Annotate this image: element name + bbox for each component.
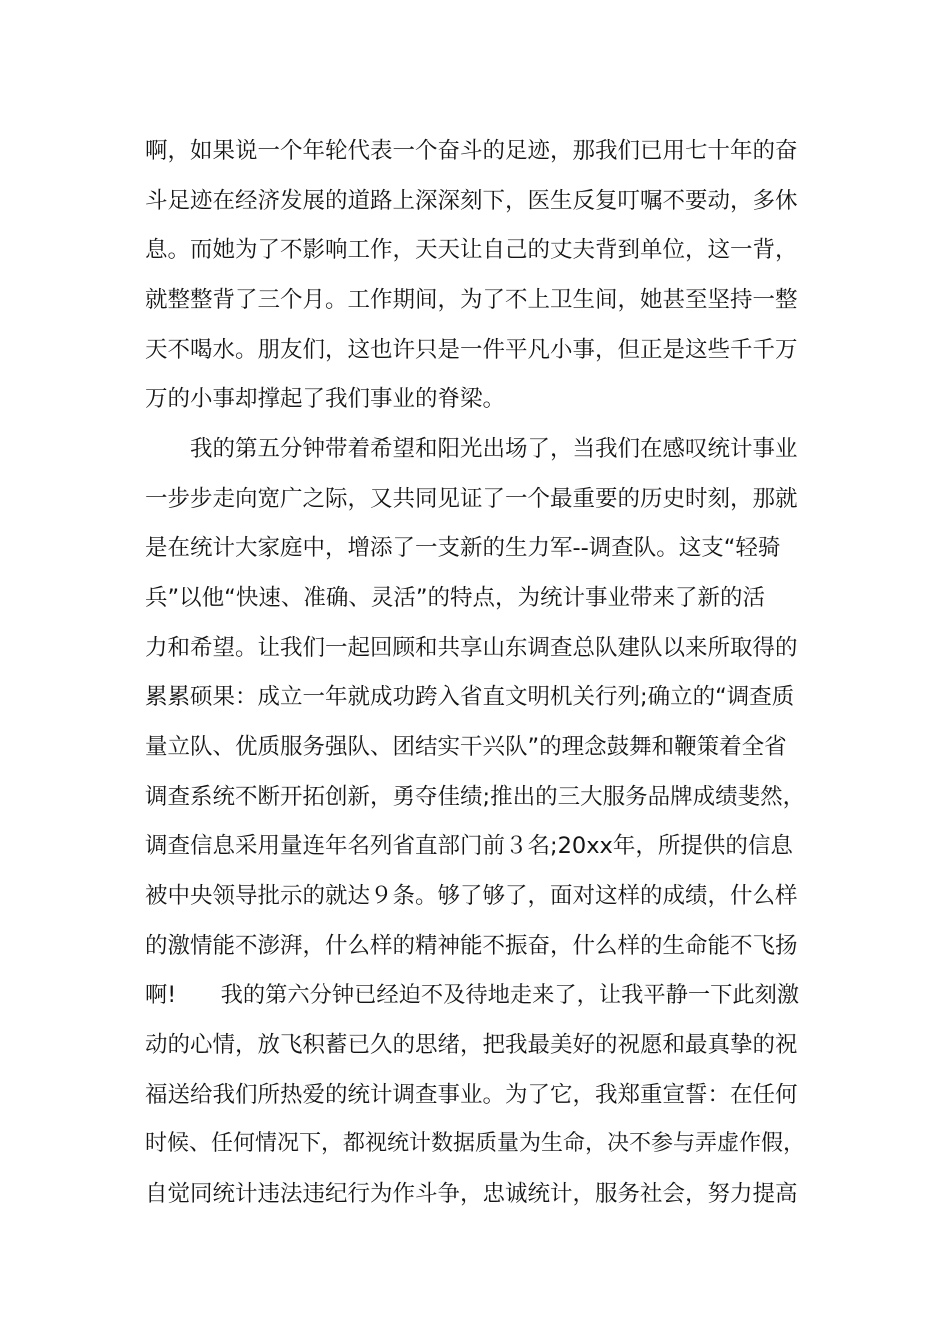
text-line: 兵”以他“快速、准确、灵活”的特点，为统计事业带来了新的活 [145, 585, 765, 611]
text-line: 时候、任何情况下，都视统计数据质量为生命，决不参与弄虚作假， [145, 1131, 806, 1156]
text-line: 我的第五分钟带着希望和阳光出场了，当我们在感叹统计事业 [145, 436, 798, 462]
text-line: 一步步走向宽广之际，又共同见证了一个最重要的历史时刻，那就 [145, 486, 798, 512]
text-line: 啊，如果说一个年轮代表一个奋斗的足迹，那我们已用七十年的奋 [145, 138, 798, 164]
text-line: 自觉同统计违法违纪行为作斗争，忠诚统计，服务社会，努力提高 [145, 1181, 798, 1207]
text-line: 调查信息采用量连年名列省直部门前３名;20xx年，所提供的信息 [145, 833, 793, 859]
text-line: 的激情能不澎湃，什么样的精神能不振奋，什么样的生命能不飞扬 [145, 933, 798, 959]
text-line: 息。而她为了不影响工作，天天让自己的丈夫背到单位，这一背， [145, 237, 798, 263]
text-line: 量立队、优质服务强队、团结实干兴队”的理念鼓舞和鞭策着全省 [145, 734, 787, 760]
text-line: 天不喝水。朋友们，这也许只是一件平凡小事，但正是这些千千万 [145, 337, 798, 363]
text-line: 就整整背了三个月。工作期间，为了不上卫生间，她甚至坚持一整 [145, 287, 798, 313]
text-line: 调查系统不断开拓创新，勇夺佳绩;推出的三大服务品牌成绩斐然， [145, 784, 806, 810]
text-line: 是在统计大家庭中，增添了一支新的生力军--调查队。这支“轻骑 [145, 535, 781, 561]
text-line: 啊! 我的第六分钟已经迫不及待地走来了，让我平静一下此刻激 [145, 982, 800, 1008]
text-line: 被中央领导批示的就达９条。够了够了，面对这样的成绩，什么样 [145, 883, 798, 909]
text-line: 力和希望。让我们一起回顾和共享山东调查总队建队以来所取得的 [145, 635, 798, 661]
text-line: 斗足迹在经济发展的道路上深深刻下，医生反复叮嘱不要动，多休 [145, 188, 798, 214]
text-line: 万的小事却撑起了我们事业的脊梁。 [145, 386, 506, 412]
text-line: 累累硕果：成立一年就成功跨入省直文明机关行列;确立的“调查质 [145, 684, 795, 710]
text-line: 动的心情，放飞积蓄已久的思绪，把我最美好的祝愿和最真挚的祝 [145, 1032, 798, 1058]
text-line: 福送给我们所热爱的统计调查事业。为了它，我郑重宣誓：在任何 [145, 1082, 798, 1108]
